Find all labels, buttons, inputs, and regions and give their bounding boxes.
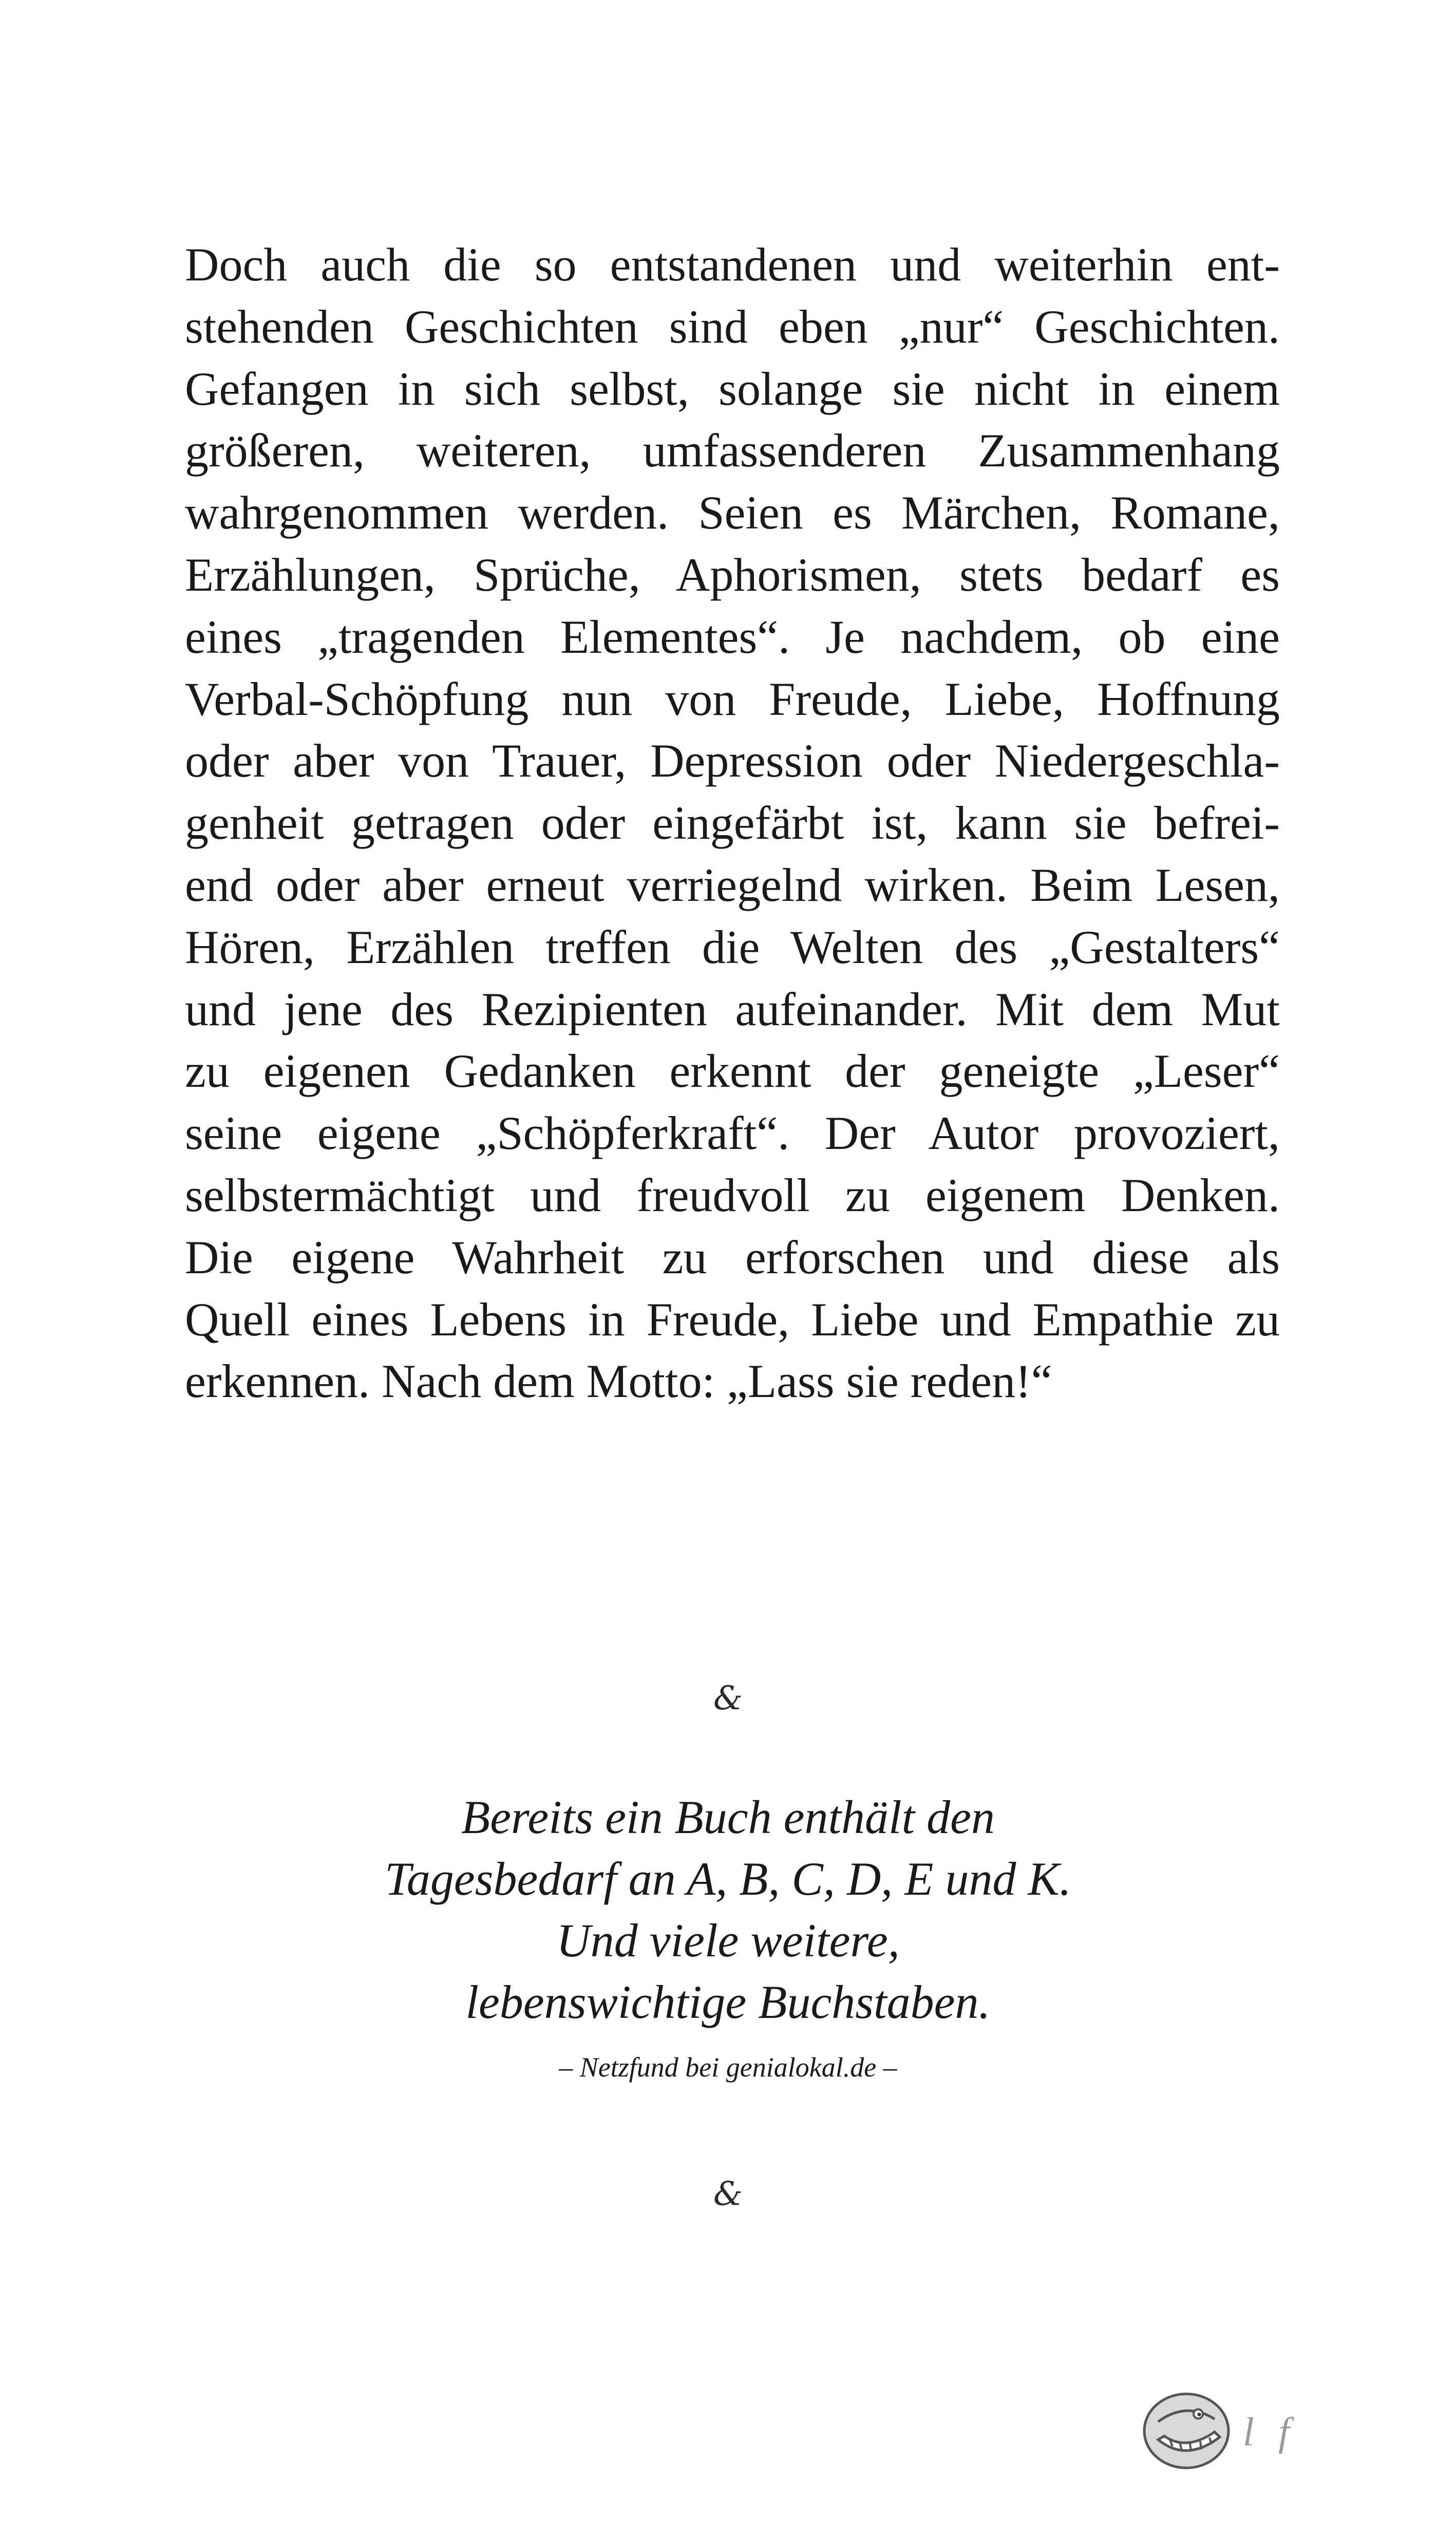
body-line: genheit getragen oder eingefärbt ist, kann sie befrei-	[185, 797, 1280, 850]
body-line: Gefangen in sich selbst, solange sie nicht in einem	[185, 362, 1280, 415]
body-line: zu eigenen Gedanken erkennt der geneigte „Leser“	[185, 1045, 1280, 1098]
body-line: Doch auch die so entstandenen und weiterhin ent-	[185, 238, 1280, 291]
quote-line: Bereits ein Buch enthält den	[461, 1791, 995, 1843]
body-line: Die eigene Wahrheit zu erforschen und diese als	[185, 1231, 1280, 1284]
epigraph-quote	[0, 1786, 1456, 2033]
body-line: eines „tragenden Elementes“. Je nachdem, ob eine	[185, 610, 1280, 663]
body-line: Verbal-Schöpfung nun von Freude, Liebe, Hoffnung	[185, 672, 1280, 725]
quote-line: Tagesbedarf an A, B, C, D, E und K.	[385, 1853, 1071, 1905]
quote-source: – Netzfund bei genialokal.de –	[559, 2052, 897, 2083]
quote-line: Und viele weitere,	[556, 1914, 900, 1967]
body-line: und jene des Rezipienten aufeinander. Mit dem Mut	[185, 983, 1280, 1035]
ampersand-ornament-bottom: &	[713, 2175, 743, 2213]
body-line: oder aber von Trauer, Depression oder Niedergeschla-	[185, 734, 1280, 787]
body-line: Hören, Erzählen treffen die Welten des „Gestalters“	[185, 920, 1280, 973]
quote-line: lebenswichtige Buchstaben.	[465, 1976, 991, 2028]
body-line: Quell eines Lebens in Freude, Liebe und Empathie zu	[185, 1293, 1280, 1346]
body-line: erkennen. Nach dem Motto: „Lass sie reden!“	[185, 1355, 1052, 1408]
body-line: wahrgenommen werden. Seien es Märchen, Romane,	[185, 486, 1280, 539]
body-line: selbstermächtigt und freudvoll zu eigenem Denken.	[185, 1168, 1280, 1221]
body-line: stehenden Geschichten sind eben „nur“ Geschichten.	[185, 300, 1280, 353]
body-paragraph	[185, 234, 1280, 1412]
body-line: seine eigene „Schöpferkraft“. Der Autor provoziert,	[185, 1107, 1280, 1160]
body-line: end oder aber erneut verriegelnd wirken. Beim Lesen,	[185, 858, 1280, 911]
body-line: größeren, weiteren, umfassenderen Zusammenhang	[185, 424, 1280, 477]
footer-letters: l f	[1243, 2409, 1297, 2454]
body-line: Erzählungen, Sprüche, Aphorismen, stets bedarf es	[185, 548, 1280, 601]
ampersand-ornament-top: &	[713, 1679, 743, 1717]
